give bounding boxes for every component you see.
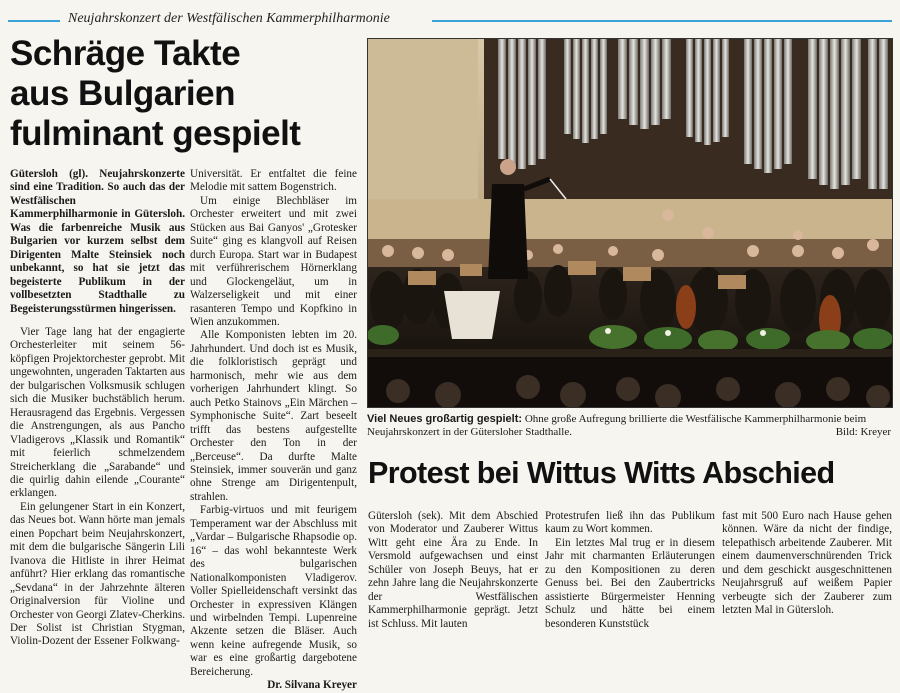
article1-lead-paragraph: Gütersloh (gl). Neujahrskonzerte sind eine Tradition. So auch das der Westfälischen Kammerphilharmonie in Gütersloh. Was die farbenreiche Musik aus Bulgarien vor kurzem selbst dem Dirigenten Malte Steinsiek noch unbekannt, so hat sie jetzt das begeisterte Publikum in der vollbesetzten Stadthalle zu Begeisterungsstürmen hingerissen. (10, 168, 185, 315)
orchestra-photo-illustration (368, 39, 892, 407)
article2-column-1 (368, 510, 538, 631)
second-headline: Protest bei Wittus Witts Abschied (368, 456, 835, 490)
podium-banner (444, 291, 500, 339)
author-byline: Dr. Silvana Kreyer (267, 679, 357, 692)
orchestra-photo (367, 38, 893, 408)
section-kicker-bar (8, 8, 892, 32)
headline-line-3: fulminant gespielt (10, 114, 301, 153)
article1-column-1 (10, 168, 185, 649)
article1-column-2 (190, 168, 357, 693)
article1-paragraph: Farbig-virtuos und mit feurigem Temperament war der Abschluss mit „Vardar – Bulgarische Rhapsodie op. 16“ – das wohl bekannteste Werk des bulgarischen Nationalkomponisten Vladigerov. Voller Spielleidenschaft versinkt das Orchester in expressiven Klängen und wirbelnden Tempi. Lupenreine Akzente setzen die Bläser. Auch wenn keine aufregende Musik, so war es eine großartig dargebotene Bereicherung. (190, 504, 357, 678)
kicker-text: Neujahrskonzert der Westfälischen Kammerphilharmonie (68, 11, 390, 26)
article2-column-2 (545, 510, 715, 631)
article1-paragraph: Universität. Er entfaltet die feine Melodie mit sattem Bogenstrich. (190, 168, 357, 194)
article2-paragraph: Ein letztes Mal trug er in diesem Jahr mit charmanten Erläuterungen zu den Kompositionen zu deren Genuss bei. Bei den Zaubertricks assistierte Bürgermeister Henning Schulz und hätte bei einem besonderen Kunststück (545, 536, 715, 630)
article1-paragraph: Vier Tage lang hat der engagierte Orchesterleiter mit seinem 56-köpfigen Projektorchester geprobt. Mit ungewohnten, ungeraden Taktarten aus der bulgarischen Volksmusik schlugen sich die Musiker buchstäblich herum. Herausragend das Ergebnis. Vergessen die Anstrengungen, als aus Pancho Vladigerovs „Klassik und Romantik“ mit feierlich schmelzendem Streicherklang die „Sarabande“ und die quirlig dahin eilende „Courante“ erklangen. (10, 325, 185, 500)
kicker-rule-right (432, 20, 892, 22)
article2-paragraph: Protestrufen ließ ihn das Publikum kaum zu Wort kommen. (545, 510, 715, 536)
headline-line-2: aus Bulgarien (10, 74, 235, 113)
headline-line-1: Schräge Takte (10, 34, 241, 73)
article2-paragraph: Gütersloh (sek). Mit dem Abschied von Moderator und Zauberer Wittus Witt geht eine Ära zu Ende. In Versmold aufgewachsen und einst Schüler von Joseph Beuys, hat er zehn Jahre lang die Neujahrskonzerte der Westfälischen Kammerphilharmonie geprägt. Jetzt ist Schluss. Mit lauten (368, 510, 538, 630)
article1-paragraph: Um einige Blechbläser im Orchester erweitert und mit zwei Stücken aus Bai Ganyos' „Grotesker Suite“ ging es klangvoll auf Reisen durch Europa. Start war in Budapest mit verführerischem Hörnerklang und Glockengeläut, um in Walzerseligkeit und mit einer rasanteren Tempo und Kopfkino in Wien anzukommen. (190, 194, 357, 328)
caption-lead: Viel Neues großartig gespielt: (367, 413, 523, 425)
kicker-rule-left (8, 20, 60, 22)
caption-text: Ohne große Aufregung brillierte die Westfälische Kammerphilharmonie beim Neujahrskonzert in der Gütersloher Stadthalle. (367, 413, 867, 438)
article1-paragraph: Alle Komponisten lebten im 20. Jahrhundert. Und doch ist es Musik, die folkloristisch geprägt und harmonisch, mehr wie aus dem vorherigen Jahrhundert klingt. So auch Petko Stainovs „Ein Märchen – Symphonische Suite“. Zart beseelt trifft das bestens aufgestellte Orchester den Ton in der „Berceuse“. Da durfte Malte Steinsiek, immer souverän und ganz ohne Strenge am Dirigentenpult, strahlen. (190, 329, 357, 503)
photo-caption (367, 413, 891, 439)
article1-paragraph: Ein gelungener Start in ein Konzert, das Neues bot. Wann hörte man jemals einen Popchart beim Neujahrskonzert, mit dem die bulgarische Sängerin Lili Ivanova die Hitliste in ihrer Heimat anführt? Hier erklang das romantische „Sevdana“ in der Jahrzehnte älteren Originalversion für Violine und Orchester von Georgi Zlatev-Cherkins. Der Solist ist Christian Stygman, Violin-Dozent der Essener Folkwang- (10, 500, 186, 648)
article2-paragraph: fast mit 500 Euro nach Hause gehen können. Wäre da nicht der findige, telepathisch arbeitende Zauberer. Mit einem daumenverschnürenden Trick und dem geschickt ausgeschnittenen Neujahrsgruß auf weißem Papier verbeugte sich der Zauberer zum letzten Mal in Gütersloh. (722, 510, 892, 617)
main-headline (10, 34, 362, 154)
photo-credit: Bild: Kreyer (835, 426, 891, 438)
article2-column-3 (722, 510, 892, 618)
